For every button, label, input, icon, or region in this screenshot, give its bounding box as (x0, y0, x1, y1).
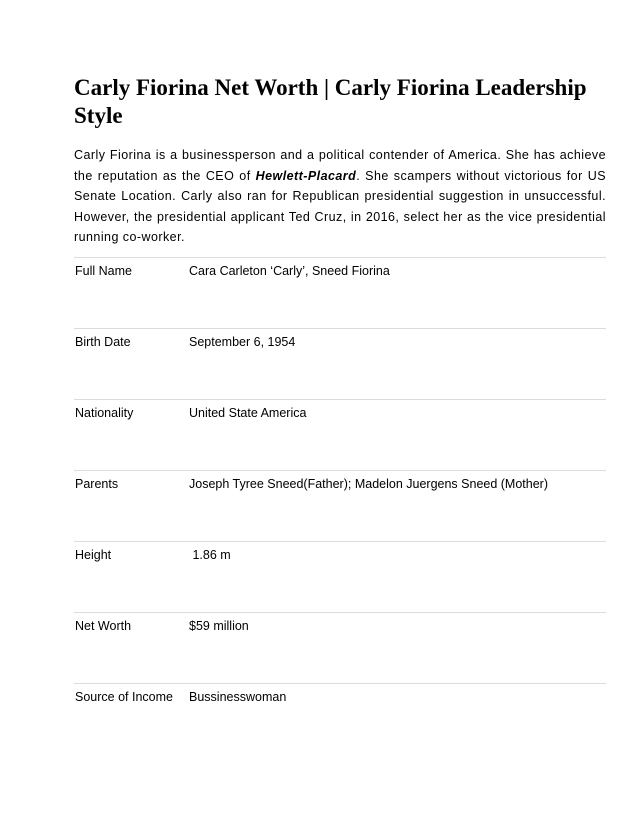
page-title: Carly Fiorina Net Worth | Carly Fiorina Leadership Style (74, 75, 587, 128)
fact-value: September 6, 1954 (189, 334, 296, 349)
fact-value: Cara Carleton ‘Carly’, Sneed Fiorina (189, 263, 390, 278)
fact-value: 1.86 m (189, 547, 231, 562)
fact-label: Full Name (75, 263, 132, 278)
facts-row-birth-date (74, 329, 606, 400)
fact-value: Joseph Tyree Sneed(Father); Madelon Juergens Sneed (Mother) (189, 476, 548, 491)
intro-paragraph (74, 145, 606, 248)
facts-table (74, 257, 606, 754)
facts-row-parents (74, 471, 606, 542)
fact-label: Nationality (75, 405, 134, 420)
fact-label: Source of Income (75, 689, 173, 704)
fact-value: United State America (189, 405, 307, 420)
fact-label: Parents (75, 476, 119, 491)
fact-value: Bussinesswoman (189, 689, 287, 704)
fact-label: Height (75, 547, 112, 562)
intro-text-start: Carly Fiorina is a businessperson and a political contender of America. She has achieve the reputation as the CEO of (74, 148, 606, 183)
facts-row-nationality (74, 400, 606, 471)
facts-row-net-worth (74, 613, 606, 684)
facts-row-source-of-income (74, 684, 606, 754)
fact-label: Birth Date (75, 334, 131, 349)
intro-company-name: Hewlett-Placard (255, 168, 357, 183)
document-page (74, 74, 606, 754)
fact-label: Net Worth (75, 618, 132, 633)
facts-row-height (74, 542, 606, 613)
fact-value: $59 million (189, 618, 249, 633)
intro-text-end: . She scampers without victorious for US Senate Location. Carly also ran for Republican presidential suggestion in unsuccessful. However, the presidential applicant Ted Cruz, in 2016, select her as the vice presidential running co-worker. (74, 168, 606, 244)
facts-row-full-name (74, 258, 606, 329)
